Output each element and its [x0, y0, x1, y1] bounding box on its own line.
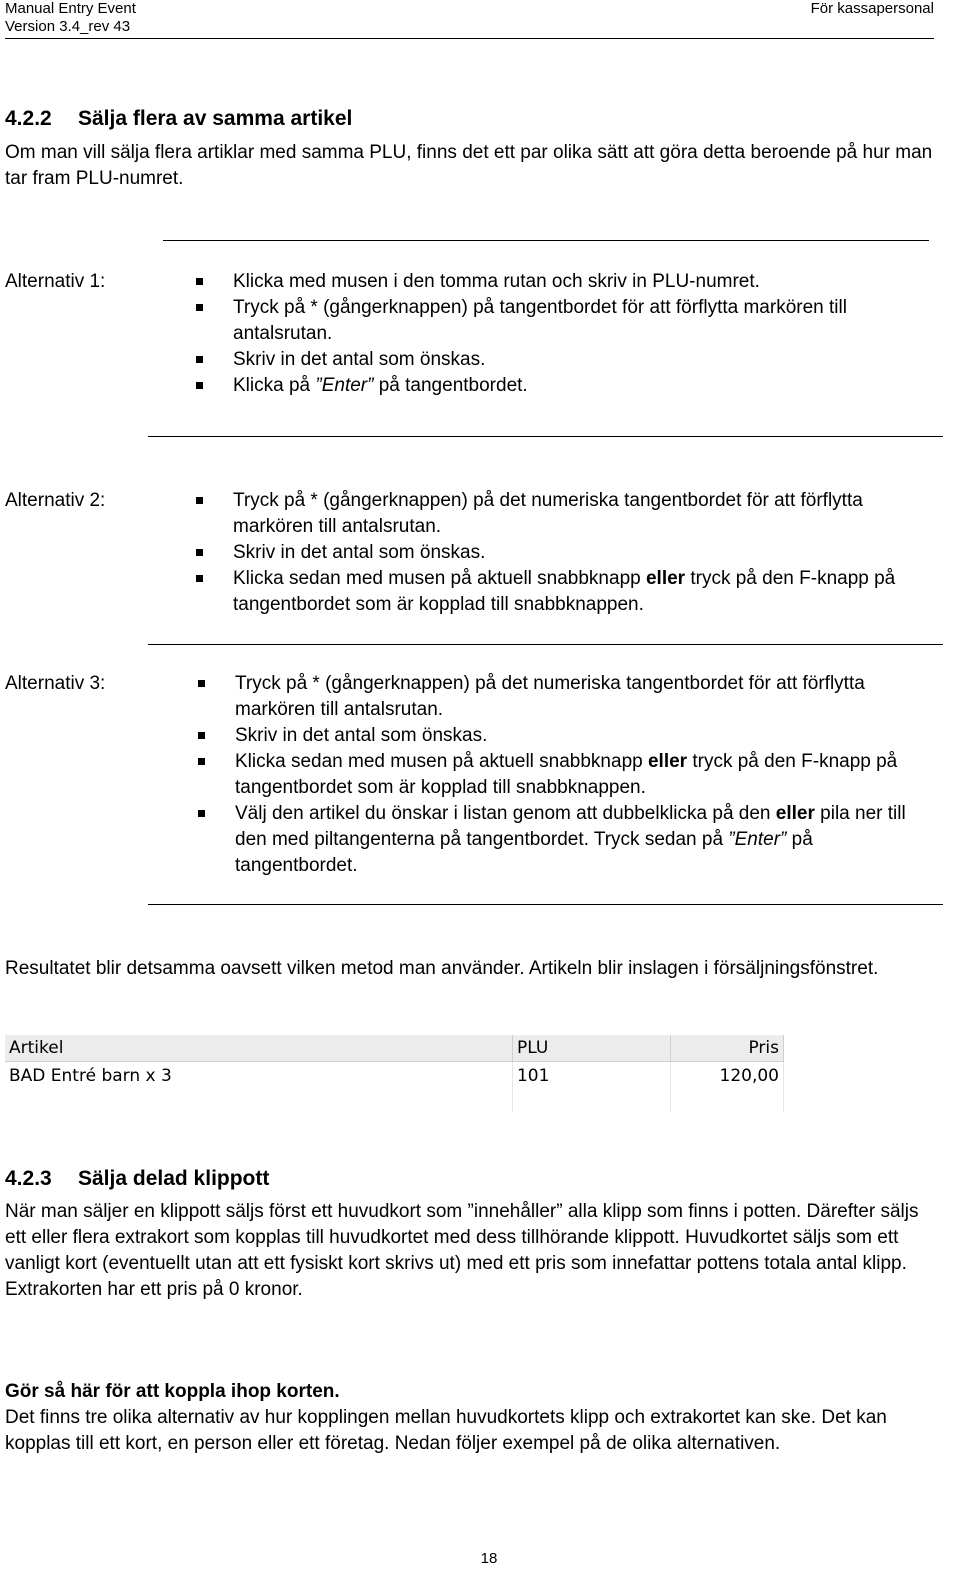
section-body: När man säljer en klippott säljs först ett huvudkort som ”innehåller” alla klipp som finns i potten. Därefter säljs ett eller flera extrakort som kopplas till huvudkortet med dess tillhörande klippott. Huvudkortet säljs som ett vanligt kort (eventuellt utan att ett fysiskt kort skrivs ut) med ett pris som innefattar pottens totala antal klipp. Extrakorten har ett pris på 0 kronor.	[5, 1201, 919, 1300]
header-divider	[5, 38, 934, 39]
list-item: Klicka sedan med musen på aktuell snabbknapp eller tryck på den F-knapp på tangentbordet som är kopplad till snabbknappen.	[198, 749, 936, 801]
section-title: Sälja delad klippott	[78, 1167, 270, 1190]
list-item: Klicka sedan med musen på aktuell snabbknapp eller tryck på den F-knapp på tangentbordet som är kopplad till snabbknappen.	[196, 566, 931, 618]
grid-header-row	[5, 1035, 784, 1062]
section-body-2: Det finns tre olika alternativ av hur kopplingen mellan huvudkortets klipp och extrakortet kan ske. Det kan kopplas till ett kort, en person eller ett företag. Nedan följer exempel på de olika alternativen.	[5, 1407, 887, 1454]
list-item: Tryck på * (gångerknappen) på det numeriska tangentbordet för att förflytta markören till antalsrutan.	[196, 488, 931, 540]
alternative-2-label: Alternativ 2:	[5, 490, 106, 511]
alternative-3-steps	[198, 671, 936, 879]
divider	[148, 904, 943, 905]
page-header-left	[5, 0, 136, 36]
list-item: Tryck på * (gångerknappen) på det numeriska tangentbordet för att förflytta markören till antalsrutan.	[198, 671, 936, 723]
divider	[148, 644, 943, 645]
list-item: Tryck på * (gångerknappen) på tangentbordet för att förflytta markören till antalsrutan.	[196, 295, 876, 347]
column-header-artikel[interactable]: Artikel	[5, 1035, 512, 1062]
list-item: Klicka med musen i den tomma rutan och skriv in PLU-numret.	[196, 269, 876, 295]
document-version: Version 3.4_rev 43	[5, 18, 131, 35]
empty-row	[5, 1090, 784, 1112]
alternative-2-steps	[196, 488, 931, 618]
list-item: Skriv in det antal som önskas.	[198, 723, 936, 749]
alternative-1-label: Alternativ 1:	[5, 271, 106, 292]
page-number: 18	[480, 1550, 498, 1567]
section-heading-4-2-2	[5, 106, 352, 132]
document-title: Manual Entry Event	[5, 0, 136, 17]
column-header-plu[interactable]: PLU	[512, 1035, 670, 1062]
cell-plu: 101	[512, 1062, 670, 1091]
subheading: Gör så här för att koppla ihop korten.	[5, 1381, 340, 1402]
cell-pris: 120,00	[670, 1062, 783, 1091]
table-row[interactable]	[5, 1062, 784, 1091]
section-number: 4.2.2	[5, 107, 52, 130]
list-item: Välj den artikel du önskar i listan genom att dubbelklicka på den eller pila ner till den med piltangenterna på tangentbordet. Tryck sedan på ”Enter” på tangentbordet.	[198, 801, 936, 879]
section-number: 4.2.3	[5, 1167, 52, 1190]
divider	[163, 240, 929, 241]
column-header-pris[interactable]: Pris	[670, 1035, 783, 1062]
list-item: Skriv in det antal som önskas.	[196, 347, 876, 373]
section-intro: Om man vill sälja flera artiklar med samma PLU, finns det ett par olika sätt att göra detta beroende på hur man tar fram PLU-numret.	[5, 142, 933, 189]
alternative-1-steps	[196, 269, 876, 399]
document-audience: För kassapersonal	[810, 0, 934, 17]
list-item: Klicka på ”Enter” på tangentbordet.	[196, 373, 876, 399]
list-item: Skriv in det antal som önskas.	[196, 540, 931, 566]
section-title: Sälja flera av samma artikel	[78, 107, 353, 130]
alternative-3-label: Alternativ 3:	[5, 673, 106, 694]
sales-grid	[5, 1035, 784, 1112]
divider	[148, 436, 943, 437]
cell-artikel: BAD Entré barn x 3	[5, 1062, 512, 1091]
result-text: Resultatet blir detsamma oavsett vilken metod man använder. Artikeln blir inslagen i försäljningsfönstret.	[5, 958, 879, 979]
section-heading-4-2-3	[5, 1166, 269, 1192]
